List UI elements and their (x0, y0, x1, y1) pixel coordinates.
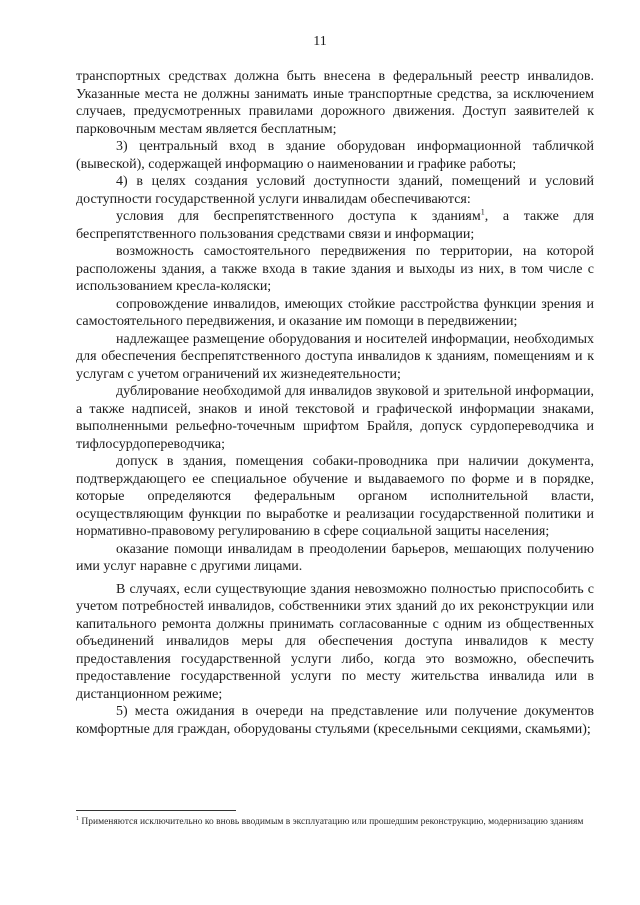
item-escort: сопровождение инвалидов, имеющих стойкие расстройства функции зрения и самостоятельного передвижения, и оказание им помощи в передвижении; (76, 296, 594, 329)
footnote-text: Применяются исключительно ко вновь вводимым в эксплуатацию или прошедшим реконструкцию, модернизацию зданиям (79, 817, 584, 827)
footnote-reference: 1 (480, 207, 485, 217)
paragraph-reconstruction: В случаях, если существующие здания невозможно полностью приспособить с учетом потребностей инвалидов, собственники этих зданий до их реконструкции или капитального ремонта должны принимать согласованные с одним из общественных объединений инвалидов меры для обеспечения доступа инвалидов к месту предоставления государственной услуги либо, когда это возможно, обеспечить предоставление государственной услуги по месту жительства инвалида или в дистанционном режиме; (76, 581, 594, 702)
item-guide-dog: допуск в здания, помещения собаки-проводника при наличии документа, подтверждающего ее специальное обучение и выдаваемого по форме и в порядке, которые определяются федеральным органом исполнительной власти, осуществляющим функции по выработке и реализации государственной политики и нормативно-правовому регулированию в сфере социальной защиты населения; (76, 454, 594, 539)
paragraph-waiting-areas: 5) места ожидания в очереди на представление или получение документов комфортные для граждан, оборудованы стульями (кресельными секциями, скамьями); (76, 704, 594, 737)
paragraph-entrance-sign: 3) центральный вход в здание оборудован информационной табличкой (вывеской), содержащей информацию о наименовании и графике работы; (76, 139, 594, 172)
page-number: 11 (313, 34, 327, 49)
item-independent-movement: возможность самостоятельного передвижения по территории, на которой расположены здания, а также входа в такие здания и выходы из них, в том числе с использованием кресла-коляски; (76, 244, 594, 294)
footnote-divider (76, 810, 236, 811)
item-building-access-text-cont: , а также для беспрепятственного пользования средствами связи и информации; (76, 209, 594, 242)
item-duplication-braille: дублирование необходимой для инвалидов звуковой и зрительной информации, а также надписей, знаков и иной текстовой и графической информации знаками, выполненными рельефно-точечным шрифтом Брайля, допуск сурдопереводчика и тифлосурдопереводчика; (76, 384, 594, 452)
item-equipment-placement: надлежащее размещение оборудования и носителей информации, необходимых для обеспечения беспрепятственного доступа инвалидов к зданиям, помещениям и к услугам с учетом ограничений их жизнедеятельности; (76, 331, 594, 382)
footnote-mark: 1 (76, 815, 79, 822)
paragraph-accessibility-intro: 4) в целях создания условий доступности зданий, помещений и условий доступности государственной услуги инвалидам обеспечиваются: (76, 174, 594, 207)
paragraph-parking: транспортных средствах должна быть внесена в федеральный реестр инвалидов. Указанные места не должны занимать иные транспортные средства, за исключением случаев, предусмотренных правилами дорожного движения. Доступ заявителей к парковочным местам является бесплатным; (76, 69, 594, 137)
item-building-access (76, 208, 594, 243)
body-text (76, 68, 594, 738)
item-barrier-assistance: оказание помощи инвалидам в преодолении барьеров, мешающих получению ими услуг наравне с другими лицами. (76, 541, 594, 574)
footnote (76, 816, 594, 828)
item-building-access-text: условия для беспрепятственного доступа к зданиям (116, 209, 481, 224)
